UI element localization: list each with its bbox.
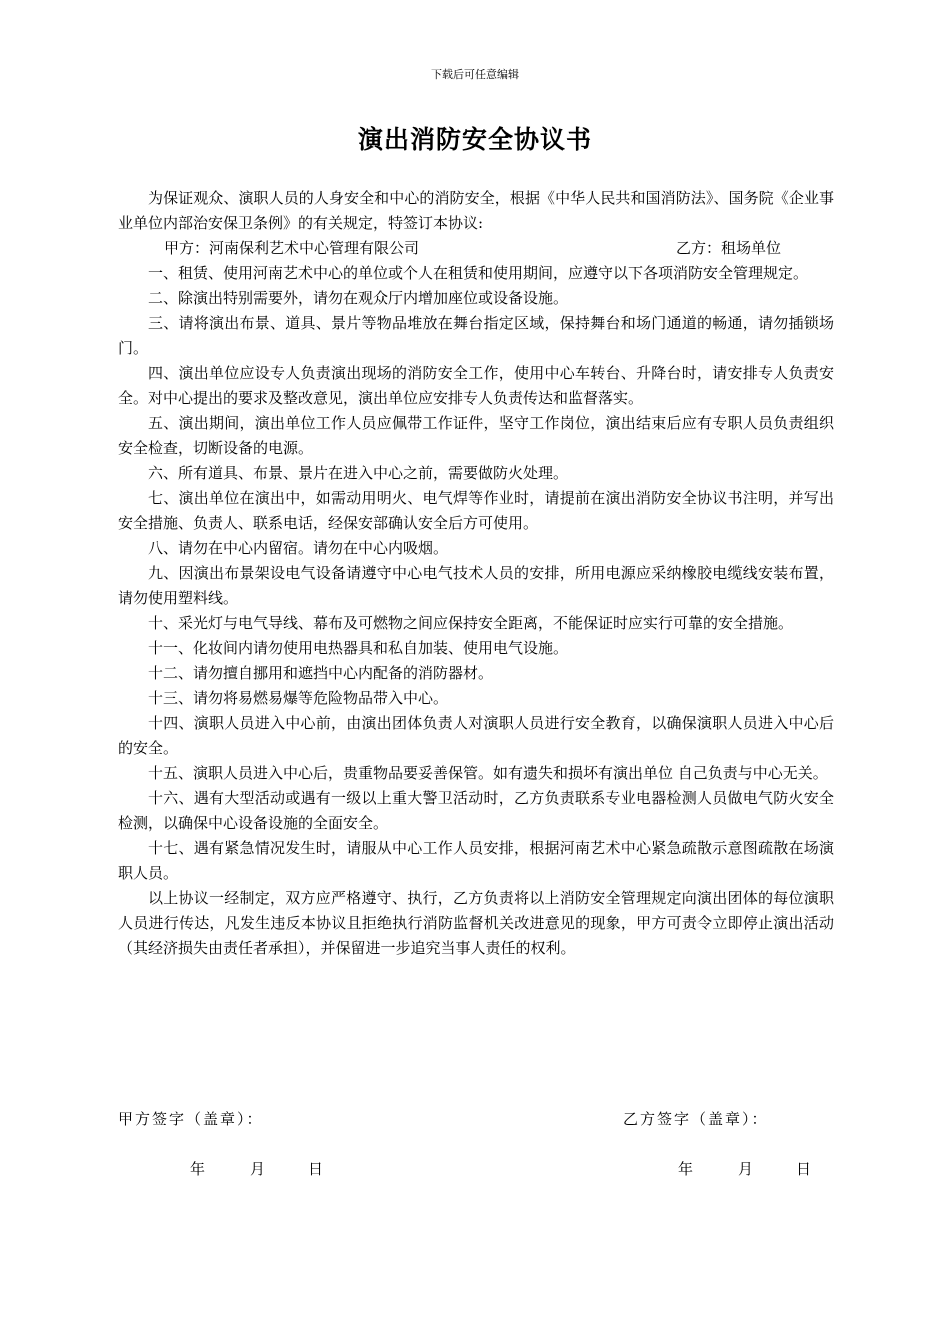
signature-row [118, 1108, 834, 1136]
clause-4: 四、演出单位应设专人负责演出现场的消防安全工作，使用中心车转台、升降台时，请安排专人负责安全。对中心提出的要求及整改意见，演出单位应安排专人负责传达和监督落实。 [118, 364, 834, 407]
parties-line [118, 236, 834, 261]
header-note: 下载后可任意编辑 [431, 68, 519, 81]
month-label: 月 [250, 1160, 266, 1178]
clause-17: 十七、遇有紧急情况发生时，请服从中心工作人员安排，根据河南艺术中心紧急疏散示意图疏散在场演职人员。 [118, 839, 834, 882]
clause-2: 二、除演出特别需要外，请勿在观众厅内增加座位或设备设施。 [148, 289, 569, 307]
party-b-signature-label: 乙方签字（盖章）： [623, 1110, 769, 1128]
party-a-date [190, 1158, 323, 1179]
clause-3: 三、请将演出布景、道具、景片等物品堆放在舞台指定区域，保持舞台和场门通道的畅通，请勿插锁场门。 [118, 314, 834, 357]
month-label: 月 [738, 1160, 754, 1178]
clause-15: 十五、演职人员进入中心后，贵重物品要妥善保管。如有遗失和损坏有演出单位 自己负责与中心无关。 [148, 764, 828, 782]
closing-paragraph: 以上协议一经制定，双方应严格遵守、执行，乙方负责将以上消防安全管理规定向演出团体的每位演职人员进行传达，凡发生违反本协议且拒绝执行消防监督机关改进意见的现象，甲方可责令立即停止演出活动（其经济损失由责任者承担），并保留进一步追究当事人责任的权利。 [118, 889, 834, 957]
clause-11: 十一、化妆间内请勿使用电热器具和私自加装、使用电气设施。 [148, 639, 569, 657]
day-label: 日 [796, 1160, 812, 1178]
clause-5: 五、演出期间，演出单位工作人员应佩带工作证件，坚守工作岗位，演出结束后应有专职人员负责组织安全检查，切断设备的电源。 [118, 414, 834, 457]
clause-12: 十二、请勿擅自挪用和遮挡中心内配备的消防器材。 [148, 664, 494, 682]
party-a: 甲方：河南保利艺术中心管理有限公司 [164, 239, 420, 257]
clause-7: 七、演出单位在演出中，如需动用明火、电气焊等作业时，请提前在演出消防安全协议书注明，并写出安全措施、负责人、联系电话，经保安部确认安全后方可使用。 [118, 489, 834, 532]
clause-1: 一、租赁、使用河南艺术中心的单位或个人在租赁和使用期间，应遵守以下各项消防安全管理规定。 [148, 264, 809, 282]
agreement-body [118, 186, 834, 961]
party-b-date [678, 1158, 811, 1179]
intro-paragraph: 为保证观众、演职人员的人身安全和中心的消防安全，根据《中华人民共和国消防法》、国务院《企业事业单位内部治安保卫条例》的有关规定，特签订本协议: [118, 189, 834, 232]
year-label: 年 [190, 1160, 206, 1178]
clause-9: 九、因演出布景架设电气设备请遵守中心电气技术人员的安排，所用电源应采纳橡胶电缆线安装布置，请勿使用塑料线。 [118, 564, 834, 607]
day-label: 日 [308, 1160, 324, 1178]
party-b: 乙方：租场单位 [676, 239, 782, 257]
year-label: 年 [678, 1160, 694, 1178]
clause-6: 六、所有道具、布景、景片在进入中心之前，需要做防火处理。 [148, 464, 569, 482]
clause-8: 八、请勿在中心内留宿。请勿在中心内吸烟。 [148, 539, 449, 557]
party-a-signature-label: 甲方签字（盖章）： [118, 1110, 264, 1128]
document-title: 演出消防安全协议书 [357, 125, 592, 154]
date-row [118, 1158, 834, 1186]
clause-14: 十四、演职人员进入中心前，由演出团体负责人对演职人员进行安全教育，以确保演职人员进入中心后的安全。 [118, 714, 834, 757]
clause-13: 十三、请勿将易燃易爆等危险物品带入中心。 [148, 689, 449, 707]
clause-16: 十六、遇有大型活动或遇有一级以上重大警卫活动时，乙方负责联系专业电器检测人员做电气防火安全检测，以确保中心设备设施的全面安全。 [118, 789, 834, 832]
clause-10: 十、采光灯与电气导线、幕布及可燃物之间应保持安全距离，不能保证时应实行可靠的安全措施。 [148, 614, 794, 632]
